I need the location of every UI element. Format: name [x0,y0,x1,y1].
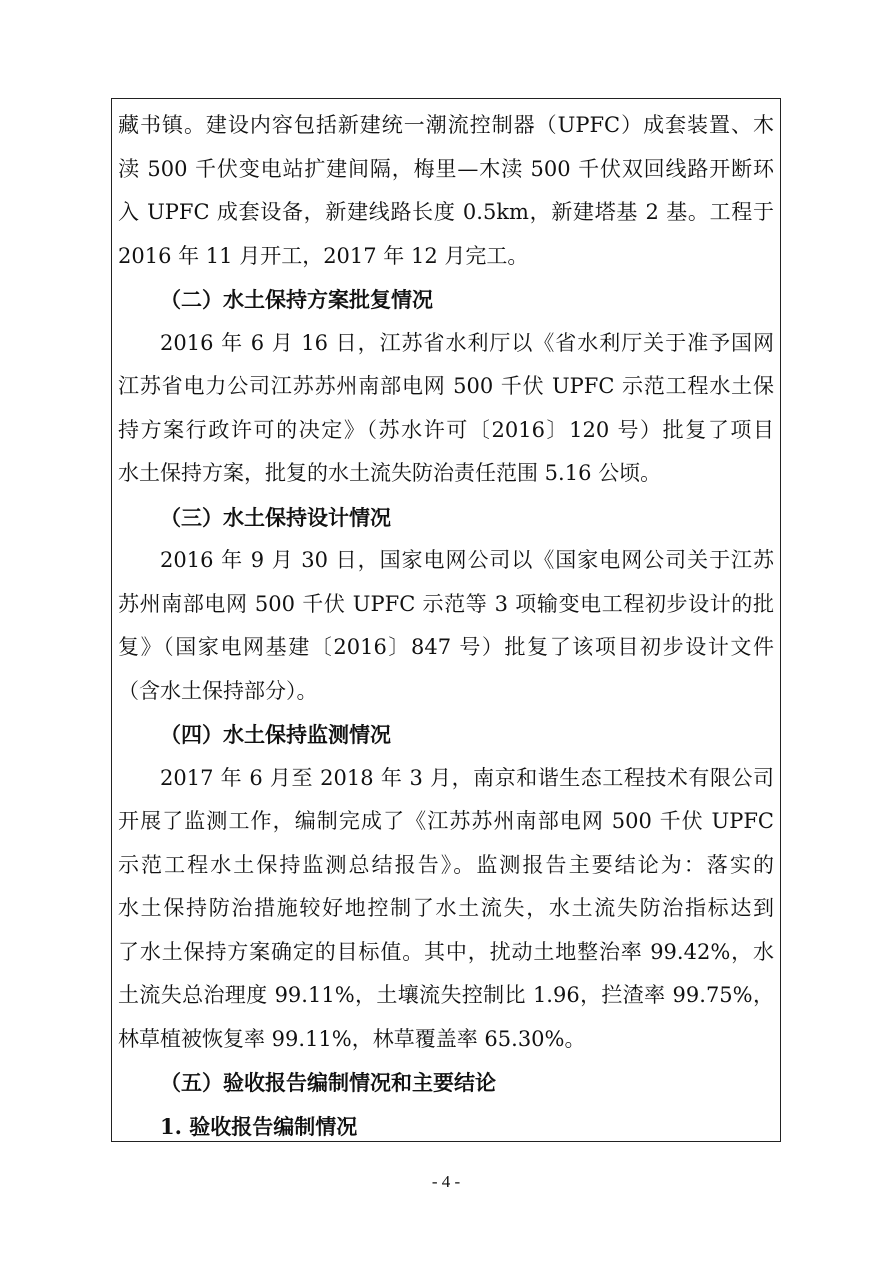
monitoring-line-4: 水土保持防治措施较好地控制了水土流失，水土流失防治指标达到 [118,896,774,920]
approval-line-1: 2016 年 6 月 16 日，江苏省水利厅以《省水利厅关于准予国网 [160,330,774,355]
section-heading-monitoring: （四）水土保持监测情况 [160,722,391,747]
approval-line-2: 江苏省电力公司江苏苏州南部电网 500 千伏 UPFC 示范工程水土保 [118,374,774,398]
monitoring-line-1: 2017 年 6 月至 2018 年 3 月，南京和谐生态工程技术有限公司 [160,765,774,790]
monitoring-line-2: 开展了监测工作，编制完成了《江苏苏州南部电网 500 千伏 UPFC [118,809,774,833]
monitoring-line-6: 土流失总治理度 99.11%，土壤流失控制比 1.96，拦渣率 99.75%， [118,983,774,1007]
design-line-4: （含水土保持部分）。 [118,678,318,703]
section-heading-approval: （二）水土保持方案批复情况 [160,287,433,312]
design-line-2: 苏州南部电网 500 千伏 UPFC 示范等 3 项输变电工程初步设计的批 [118,591,774,616]
design-line-1: 2016 年 9 月 30 日，国家电网公司以《国家电网公司关于江苏 [160,548,774,572]
document-body [118,104,774,1148]
monitoring-line-3: 示范工程水土保持监测总结报告》。监测报告主要结论为：落实的 [118,852,774,877]
intro-line-4: 2016 年 11 月开工，2017 年 12 月完工。 [118,243,529,268]
design-line-3: 复》（国家电网基建〔2016〕847 号）批复了该项目初步设计文件 [118,635,774,659]
approval-line-3: 持方案行政许可的决定》（苏水许可〔2016〕120 号）批复了项目 [118,417,774,442]
page-number: - 4 - [431,1172,461,1191]
intro-line-2: 渎 500 千伏变电站扩建间隔，梅里—木渎 500 千伏双回线路开断环 [118,156,774,181]
monitoring-line-5: 了水土保持方案确定的目标值。其中，扰动土地整治率 99.42%，水 [118,939,774,964]
intro-line-3: 入 UPFC 成套设备，新建线路长度 0.5km，新建塔基 2 基。工程于 [118,200,774,224]
intro-line-1: 藏书镇。建设内容包括新建统一潮流控制器（UPFC）成套装置、木 [118,113,774,137]
section-heading-design: （三）水土保持设计情况 [160,504,391,530]
monitoring-line-7: 林草植被恢复率 99.11%，林草覆盖率 65.30%。 [118,1026,586,1051]
section-heading-acceptance: （五）验收报告编制情况和主要结论 [160,1070,496,1095]
subsection-heading-report: 1. 验收报告编制情况 [160,1113,358,1139]
approval-line-4: 水土保持方案，批复的水土流失防治责任范围 5.16 公顷。 [118,461,662,485]
